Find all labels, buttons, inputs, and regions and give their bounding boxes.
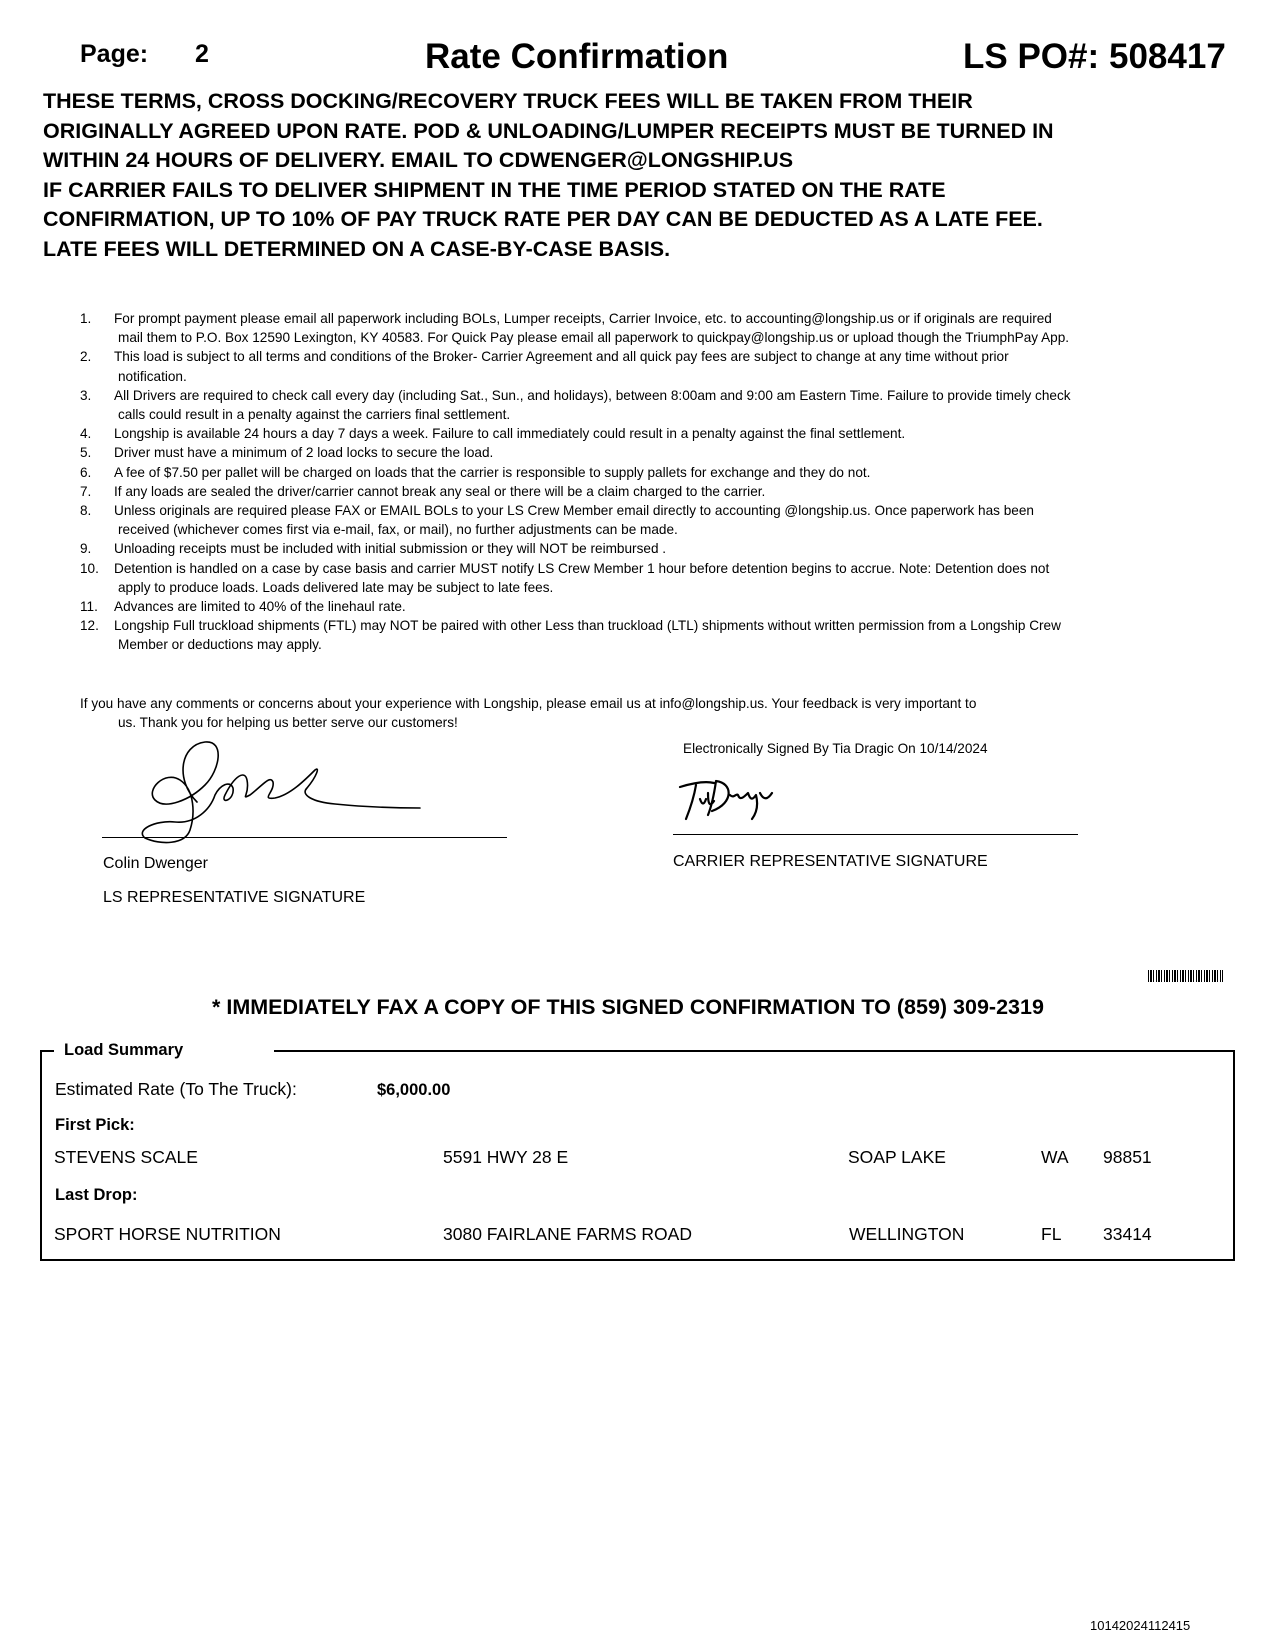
- warning-line: CONFIRMATION, UP TO 10% OF PAY TRUCK RATE PER DAY CAN BE DEDUCTED AS A LATE FEE.: [43, 207, 1043, 231]
- ls-handwritten-signature: [135, 740, 435, 850]
- document-title: Rate Confirmation: [425, 37, 729, 76]
- first-pick-name: STEVENS SCALE: [54, 1147, 198, 1167]
- carrier-signature-line: [673, 834, 1078, 835]
- warning-line: THESE TERMS, CROSS DOCKING/RECOVERY TRUCK FEES WILL BE TAKEN FROM THEIR: [43, 89, 973, 113]
- term-item: [80, 309, 1080, 347]
- electronic-signature-note: Electronically Signed By Tia Dragic On 10/14/2024: [683, 741, 988, 756]
- first-pick-address: 5591 HWY 28 E: [443, 1147, 569, 1167]
- term-text: A fee of $7.50 per pallet will be charged on loads that the carrier is responsible to supply pallets for exchange and they do not.: [114, 464, 871, 480]
- term-item: [80, 424, 1080, 443]
- term-item: [80, 443, 1080, 462]
- last-drop-city: WELLINGTON: [849, 1224, 965, 1244]
- term-number: 7.: [80, 483, 92, 499]
- term-number: 9.: [80, 541, 92, 557]
- carrier-handwritten-signature: [678, 775, 778, 825]
- term-text: All Drivers are required to check call every day (including Sat., Sun., and holidays), between 8:00am and 9:00 am Eastern Time. Failure to provide timely check calls could result in a penalty against the carriers final settlement.: [114, 387, 1071, 423]
- load-summary-title: Load Summary: [64, 1041, 184, 1059]
- term-item: [80, 559, 1080, 597]
- feedback-note: [80, 694, 1080, 732]
- feedback-line: us. Thank you for helping us better serve our customers!: [118, 715, 458, 731]
- term-text: Unless originals are required please FAX or EMAIL BOLs to your LS Crew Member email directly to accounting @longship.us. Once paperwork has been received (whichever comes first via e-mail, fax, or mail), no further adjustments can be made.: [114, 503, 1034, 538]
- last-drop-address: 3080 FAIRLANE FARMS ROAD: [443, 1224, 692, 1244]
- term-number: 5.: [80, 445, 92, 461]
- first-pick-city: SOAP LAKE: [848, 1147, 946, 1167]
- term-text: Detention is handled on a case by case basis and carrier MUST notify LS Crew Member 1 hour before detention begins to accrue. Note: Detention does not apply to produce loads. Loads delivered late may be subject to late fees.: [114, 560, 1050, 595]
- rate-value: $6,000.00: [377, 1081, 451, 1099]
- page-label: Page:: [80, 40, 149, 68]
- last-drop-label: Last Drop:: [55, 1186, 138, 1204]
- rate-label: Estimated Rate (To The Truck):: [55, 1079, 297, 1099]
- term-text: Longship is available 24 hours a day 7 days a week. Failure to call immediately could result in a penalty against the final settlement.: [114, 426, 906, 442]
- term-number: 8.: [80, 503, 92, 519]
- page-number: 2: [195, 40, 209, 68]
- term-number: 10.: [80, 560, 99, 576]
- term-text: For prompt payment please email all paperwork including BOLs, Lumper receipts, Carrier Invoice, etc. to accounting@longship.us or if originals are required mail them to P.O. Box 12590 Lexington, KY 40583. For Quick Pay please email all paperwork to quickpay@longship.us or upload though the TriumphPay App.: [114, 311, 1070, 346]
- term-number: 11.: [80, 599, 98, 615]
- term-text: If any loads are sealed the driver/carrier cannot break any seal or there will be a claim charged to the carrier.: [114, 483, 766, 499]
- barcode: [1148, 970, 1223, 982]
- term-number: 4.: [80, 426, 92, 442]
- feedback-line: If you have any comments or concerns about your experience with Longship, please email us at info@longship.us. Your feedback is very important to: [80, 696, 977, 711]
- carrier-signature-label: CARRIER REPRESENTATIVE SIGNATURE: [673, 853, 988, 870]
- terms-list: [80, 309, 1080, 655]
- term-item: [80, 482, 1080, 501]
- term-item: [80, 597, 1080, 616]
- term-item: [80, 539, 1080, 558]
- term-item: [80, 501, 1080, 539]
- warning-line: ORIGINALLY AGREED UPON RATE. POD & UNLOADING/LUMPER RECEIPTS MUST BE TURNED IN: [43, 118, 1054, 143]
- term-item: [80, 616, 1080, 654]
- warning-line: LATE FEES WILL DETERMINED ON A CASE-BY-CASE BASIS.: [43, 236, 671, 261]
- ls-representative-name: Colin Dwenger: [103, 855, 208, 872]
- term-number: 3.: [80, 387, 92, 403]
- footer-document-code: 10142024112415: [1090, 1618, 1191, 1633]
- ls-signature-line: [102, 837, 507, 838]
- terms-warning: [43, 87, 1223, 264]
- term-number: 6.: [80, 464, 92, 480]
- term-text: Advances are limited to 40% of the linehaul rate.: [114, 599, 406, 615]
- term-item: [80, 347, 1080, 385]
- last-drop-state: FL: [1041, 1224, 1062, 1244]
- first-pick-zip: 98851: [1103, 1147, 1152, 1167]
- term-number: 1.: [80, 311, 92, 326]
- term-text: Longship Full truckload shipments (FTL) may NOT be paired with other Less than truckload (LTL) shipments without written permission from a Longship Crew Member or deductions may apply.: [114, 618, 1061, 653]
- term-number: 12.: [80, 618, 99, 634]
- po-label: LS PO#:: [963, 37, 1100, 76]
- ls-signature-label: LS REPRESENTATIVE SIGNATURE: [103, 889, 366, 906]
- first-pick-state: WA: [1041, 1147, 1069, 1167]
- term-text: Unloading receipts must be included with initial submission or they will NOT be reimbursed .: [114, 541, 667, 557]
- last-drop-zip: 33414: [1103, 1224, 1152, 1244]
- fax-notice: * IMMEDIATELY FAX A COPY OF THIS SIGNED CONFIRMATION TO (859) 309-2319: [212, 995, 1044, 1019]
- po-number: 508417: [1109, 37, 1226, 76]
- term-item: [80, 463, 1080, 482]
- warning-line: WITHIN 24 HOURS OF DELIVERY. EMAIL TO CDWENGER@LONGSHIP.US: [43, 148, 794, 172]
- term-text: This load is subject to all terms and conditions of the Broker- Carrier Agreement and all quick pay fees are subject to change at any time without prior notification.: [114, 349, 1009, 384]
- last-drop-name: SPORT HORSE NUTRITION: [54, 1224, 281, 1244]
- term-number: 2.: [80, 349, 92, 365]
- term-item: [80, 386, 1080, 424]
- first-pick-label: First Pick:: [55, 1116, 135, 1134]
- warning-line: IF CARRIER FAILS TO DELIVER SHIPMENT IN THE TIME PERIOD STATED ON THE RATE: [43, 177, 946, 202]
- term-text: Driver must have a minimum of 2 load locks to secure the load.: [114, 445, 494, 461]
